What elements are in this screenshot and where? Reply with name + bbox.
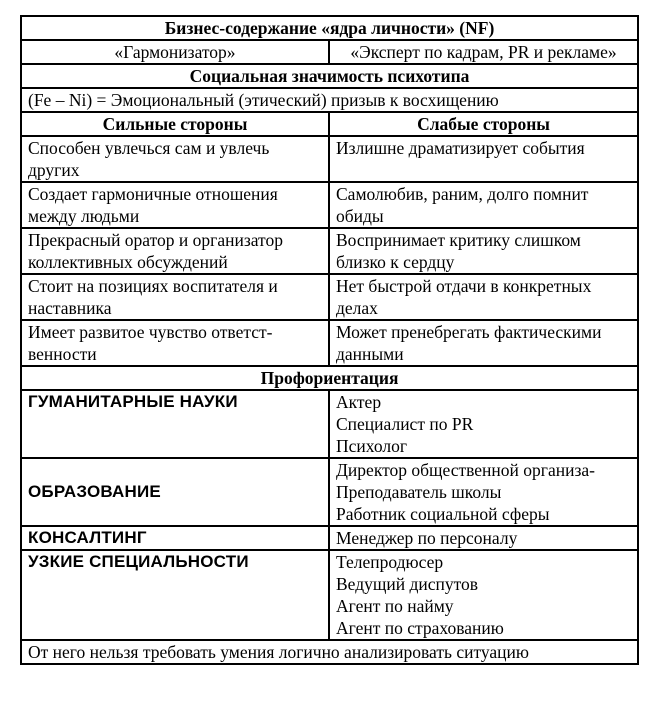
trait-row — [21, 228, 638, 274]
trait-line: Нет быстрой отдачи в конкретных — [336, 276, 592, 296]
career-category: ГУМАНИТАРНЫЕ НАУКИ — [21, 390, 329, 458]
trait-row — [21, 274, 638, 320]
trait-line: данными — [336, 344, 404, 364]
weak-header: Слабые стороны — [329, 112, 638, 136]
headers-row — [21, 112, 638, 136]
table-title: Бизнес-содержание «ядра личности» (NF) — [21, 16, 638, 40]
job-item: Агент по страхованию — [336, 618, 504, 638]
trait-line: коллективных обсуждений — [28, 252, 228, 272]
career-group — [21, 550, 638, 640]
career-category: ОБРАЗОВАНИЕ — [21, 458, 329, 526]
job-item: Преподаватель школы — [336, 482, 502, 502]
footer-row — [21, 640, 638, 664]
trait-line: Излишне драматизирует события — [336, 138, 585, 158]
job-item: Директор общественной организа- — [336, 460, 595, 480]
trait-row — [21, 320, 638, 366]
trait-line: Прекрасный оратор и организатор — [28, 230, 283, 250]
career-jobs — [329, 390, 638, 458]
job-item: Работник социальной сферы — [336, 504, 550, 524]
career-group — [21, 390, 638, 458]
roles-row — [21, 40, 638, 64]
strong-trait — [21, 274, 329, 320]
career-category: КОНСАЛТИНГ — [21, 526, 329, 550]
trait-line: Имеет развитое чувство ответст- — [28, 322, 273, 342]
job-item: Специалист по PR — [336, 414, 474, 434]
role-right: «Эксперт по кадрам, PR и рекламе» — [329, 40, 638, 64]
career-group — [21, 458, 638, 526]
weak-trait — [329, 228, 638, 274]
trait-line: Способен увлечься сам и увлечь — [28, 138, 270, 158]
title-row — [21, 16, 638, 40]
trait-line: других — [28, 160, 80, 180]
social-text: (Fe – Ni) = Эмоциональный (этический) призыв к восхищению — [21, 88, 638, 112]
role-left: «Гармонизатор» — [21, 40, 329, 64]
job-item: Телепродюсер — [336, 552, 444, 572]
trait-line: наставника — [28, 298, 112, 318]
trait-line: обиды — [336, 206, 384, 226]
weak-trait — [329, 136, 638, 182]
job-item: Агент по найму — [336, 596, 454, 616]
strong-header: Сильные стороны — [21, 112, 329, 136]
weak-trait — [329, 320, 638, 366]
job-item: Актер — [336, 392, 382, 412]
trait-row — [21, 136, 638, 182]
job-item: Ведущий диспутов — [336, 574, 479, 594]
trait-line: Воспринимает критику слишком — [336, 230, 581, 250]
trait-line: Самолюбив, раним, долго помнит — [336, 184, 589, 204]
social-text-row — [21, 88, 638, 112]
strong-trait — [21, 228, 329, 274]
career-jobs — [329, 458, 638, 526]
weak-trait — [329, 274, 638, 320]
footer-note: От него нельзя требовать умения логично анализировать ситуацию — [21, 640, 638, 664]
trait-line: Может пренебрегать фактическими — [336, 322, 602, 342]
social-heading: Социальная значимость психотипа — [21, 64, 638, 88]
trait-line: между людьми — [28, 206, 140, 226]
career-heading-row — [21, 366, 638, 390]
psychotype-table — [20, 15, 639, 665]
career-jobs — [329, 526, 638, 550]
strong-trait — [21, 136, 329, 182]
job-item: Менеджер по персоналу — [336, 528, 518, 548]
strong-trait — [21, 182, 329, 228]
strong-trait — [21, 320, 329, 366]
trait-line: близко к сердцу — [336, 252, 455, 272]
trait-line: венности — [28, 344, 97, 364]
weak-trait — [329, 182, 638, 228]
career-jobs — [329, 550, 638, 640]
career-group — [21, 526, 638, 550]
job-item: Психолог — [336, 436, 408, 456]
trait-line: делах — [336, 298, 378, 318]
social-heading-row — [21, 64, 638, 88]
trait-row — [21, 182, 638, 228]
career-category: УЗКИЕ СПЕЦИАЛЬНОСТИ — [21, 550, 329, 640]
career-heading: Профориентация — [21, 366, 638, 390]
trait-line: Стоит на позициях воспитателя и — [28, 276, 278, 296]
trait-line: Создает гармоничные отношения — [28, 184, 278, 204]
